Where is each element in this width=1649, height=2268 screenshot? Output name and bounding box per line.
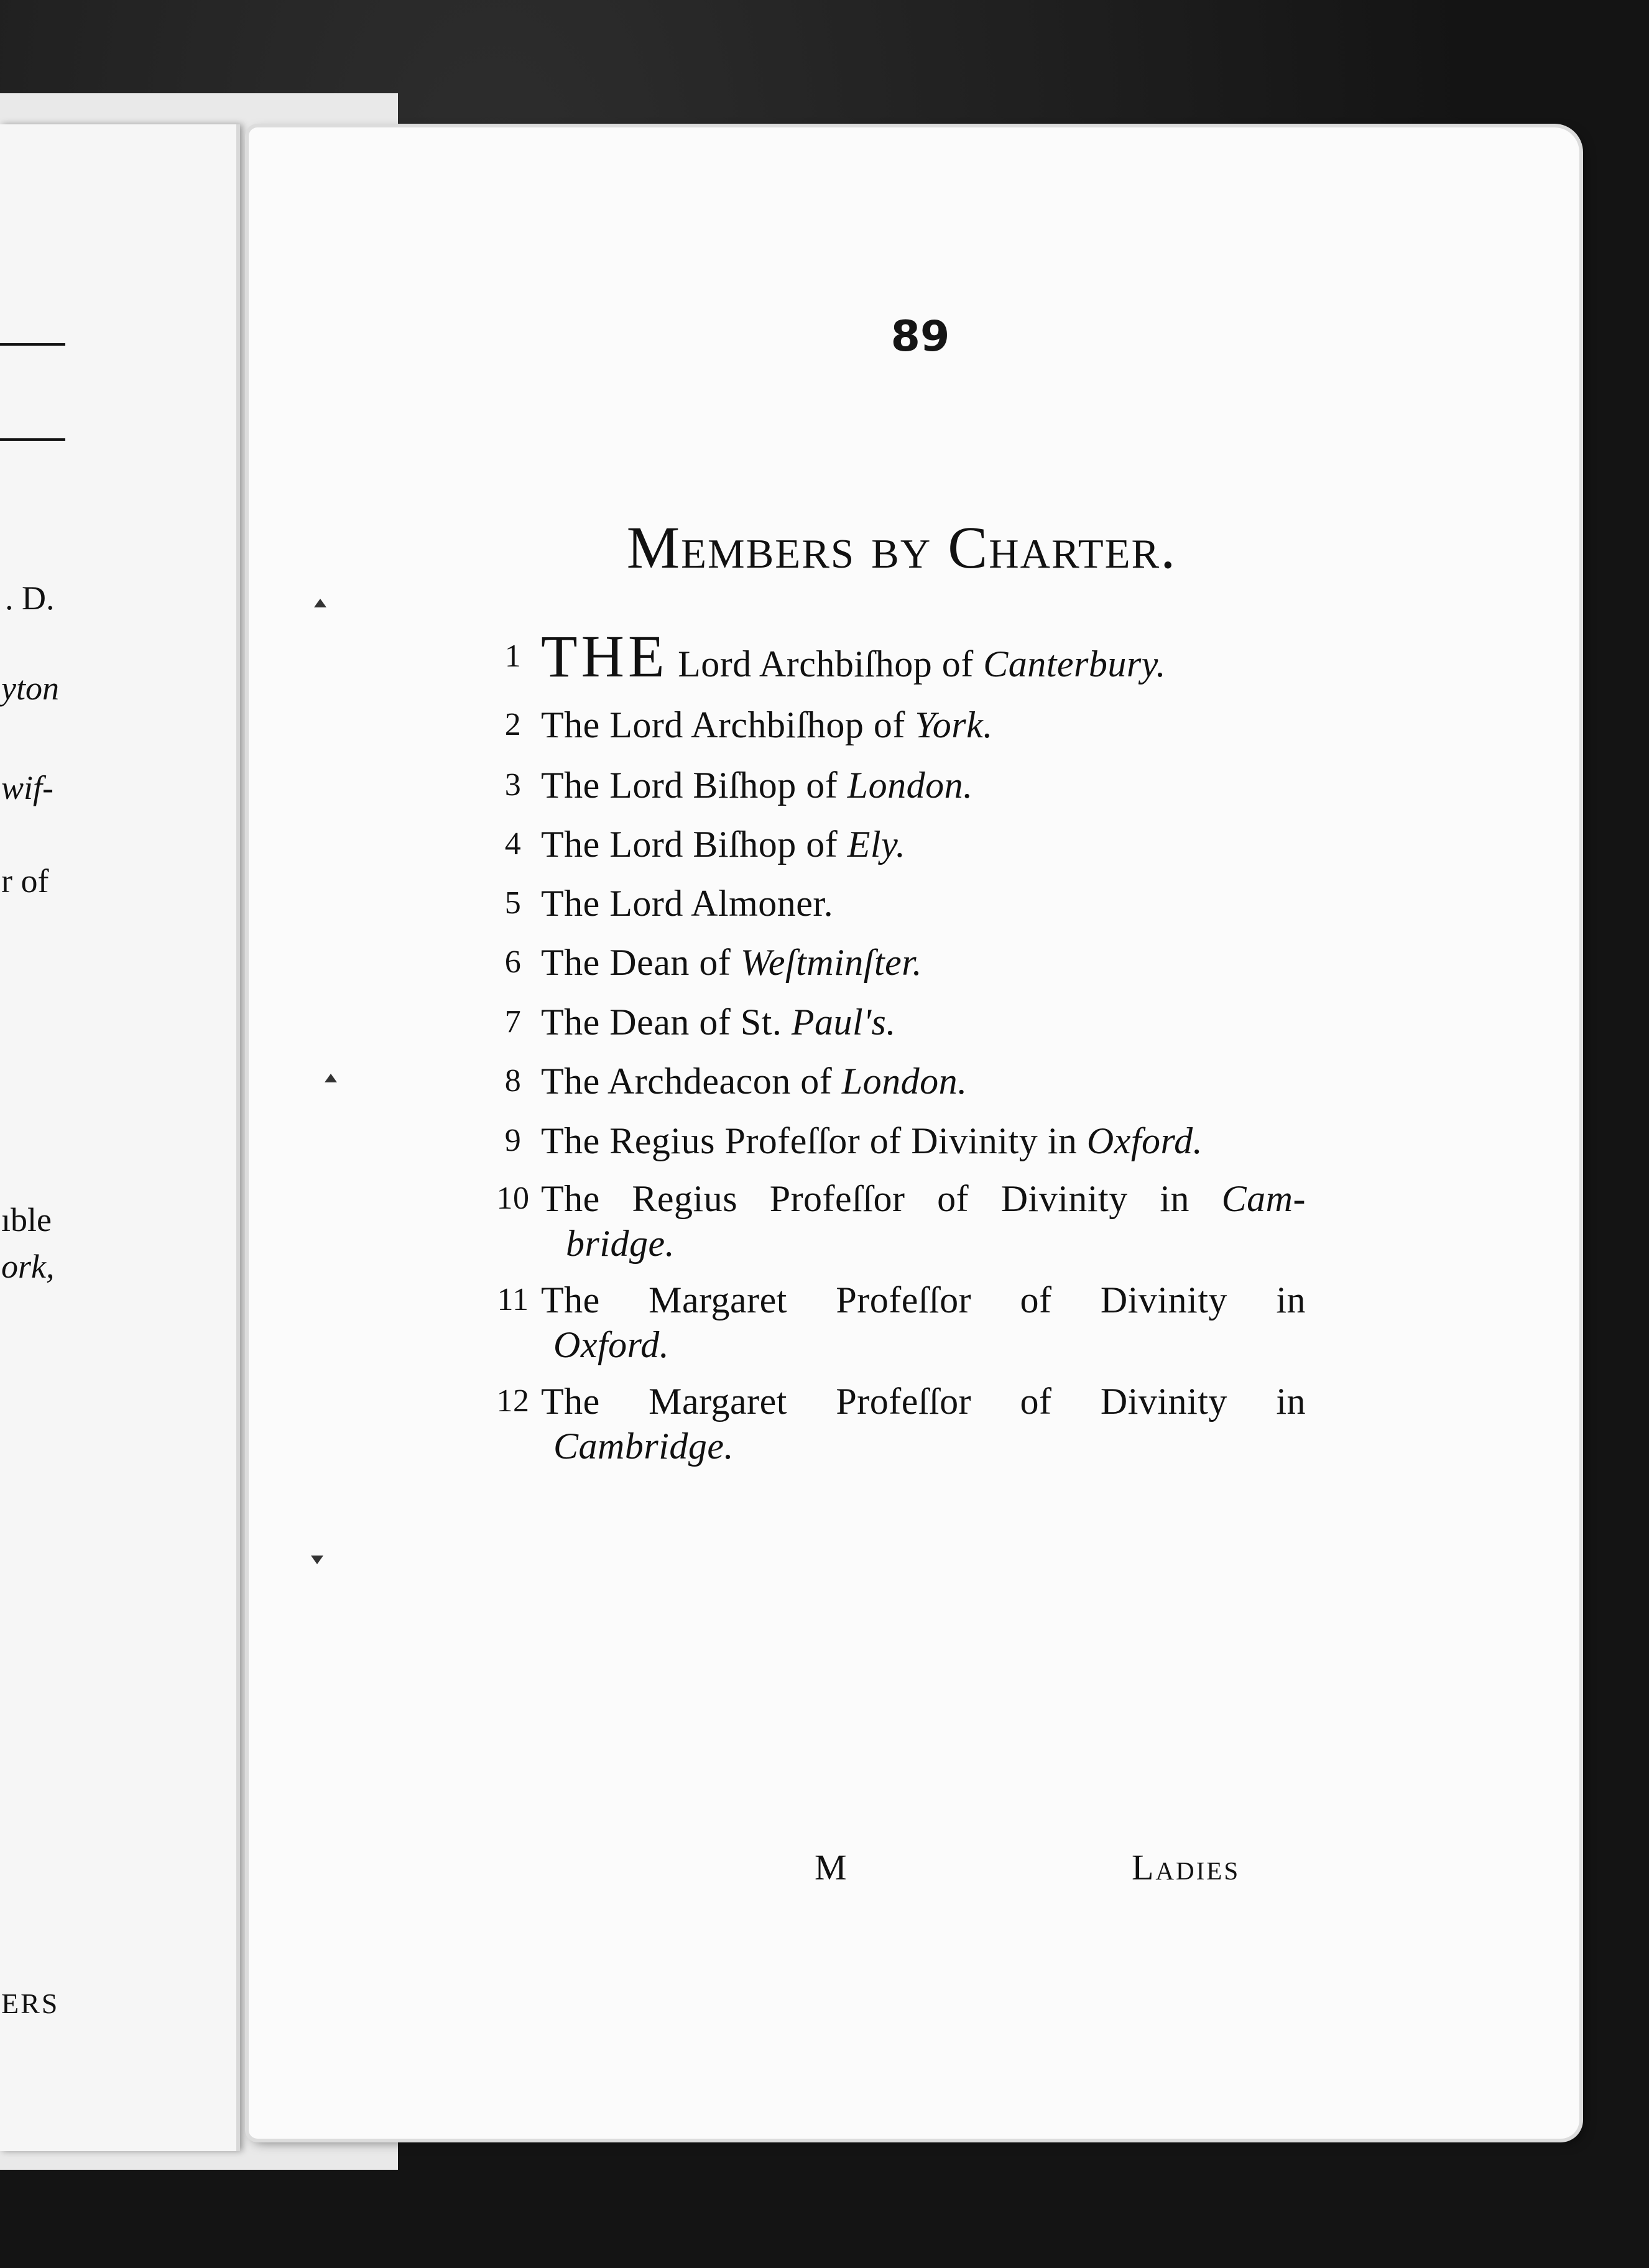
entry-number: 4 (504, 826, 522, 862)
left-page-rule (0, 438, 65, 441)
list-item (485, 1176, 1306, 1266)
entry-number: 2 (504, 707, 522, 742)
entry-number: 11 (497, 1282, 529, 1317)
page-number: 89 (890, 312, 950, 361)
entry-continuation: bridge. (566, 1223, 675, 1264)
entry-number: 1 (504, 638, 522, 674)
left-page-fragment: r of (1, 862, 49, 900)
list-item (485, 1000, 1306, 1044)
gutter-mark (314, 599, 326, 607)
entry-number: 12 (496, 1383, 530, 1419)
entry-text: The Dean of (541, 942, 741, 983)
entry-place: Weſtminſter. (740, 942, 922, 983)
entry-text: The Regius Profeſſor of Divinity in (541, 1178, 1222, 1219)
left-page-fragment: ıble (1, 1201, 52, 1238)
entry-text: Lord Archbiſhop of (668, 643, 984, 685)
entry-place: York. (915, 704, 993, 745)
catchword: Ladies (1132, 1847, 1240, 1888)
signature-mark: M (815, 1847, 849, 1888)
entry-number: 3 (504, 767, 522, 803)
left-page-fragment: ork, (1, 1248, 55, 1285)
entry-number: 7 (504, 1004, 522, 1040)
entry-text: The Lord Almoner. (541, 883, 834, 924)
list-item (485, 881, 1306, 926)
entry-place: Cam- (1221, 1178, 1306, 1219)
entry-text: The Lord Biſhop of (541, 765, 848, 806)
entry-number: 5 (504, 885, 522, 921)
page-heading: Members by Charter. (626, 514, 1177, 581)
entry-text: The Margaret Profeſſor of Divinity in (541, 1381, 1306, 1422)
entry-number: 8 (504, 1063, 522, 1099)
list-item (485, 822, 1306, 867)
entry-text: The Margaret Profeſſor of Divinity in (541, 1279, 1306, 1321)
entry-place: London. (841, 1061, 968, 1102)
gutter-mark (325, 1074, 337, 1082)
list-item (485, 1118, 1306, 1163)
list-item (485, 763, 1306, 808)
entry-text: The Lord Archbiſhop of (541, 704, 915, 745)
entry-continuation: Cambridge. (553, 1426, 734, 1467)
list-item (485, 1379, 1306, 1468)
left-page-rule (0, 343, 65, 346)
left-page-fragment: yton (1, 670, 59, 707)
left-page-fragment: ERS (1, 1988, 60, 2019)
entry-place: Paul's. (791, 1002, 896, 1043)
entry-continuation: Oxford. (553, 1324, 670, 1365)
entry-number: 10 (496, 1181, 530, 1216)
list-item (485, 940, 1306, 985)
entry-text: The Lord Biſhop of (541, 824, 848, 865)
left-page-fragment: . D. (5, 579, 55, 617)
gutter-mark (311, 1556, 323, 1564)
list-item (485, 703, 1306, 747)
left-page (0, 124, 240, 2151)
left-page-fragment: wif- (1, 769, 54, 806)
charter-members-list (249, 127, 1579, 2139)
entry-number: 9 (504, 1123, 522, 1158)
entry-text: The Dean of St. (541, 1002, 792, 1043)
entry-place: London. (847, 765, 973, 806)
entry-place: Canterbury. (983, 643, 1166, 685)
entry-initial: THE (541, 623, 668, 689)
list-item (485, 1059, 1306, 1104)
entry-text: The Regius Profeſſor of Divinity in (541, 1120, 1087, 1161)
list-item (485, 623, 1306, 689)
entry-text: The Archdeacon of (541, 1061, 842, 1102)
list-item (485, 1278, 1306, 1367)
entry-number: 6 (504, 944, 522, 980)
right-page (249, 127, 1579, 2139)
entry-place: Oxford. (1086, 1120, 1203, 1161)
entry-place: Ely. (847, 824, 906, 865)
